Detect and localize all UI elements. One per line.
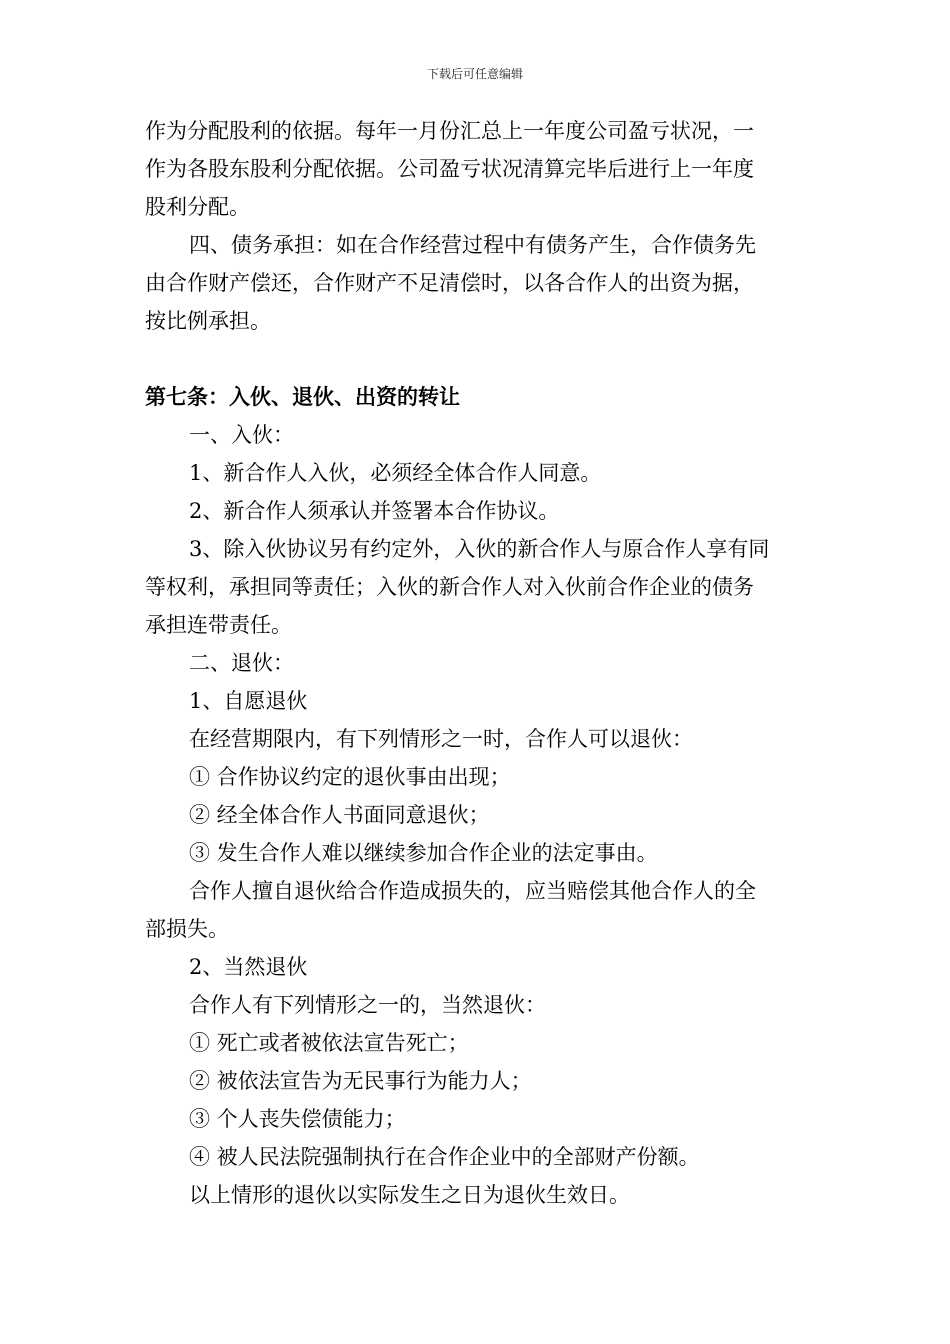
paragraph-line: 四、债务承担：如在合作经营过程中有债务产生，合作债务先 [189, 233, 756, 257]
list-item: 1、新合作人入伙，必须经全体合作人同意。 [189, 461, 602, 485]
paragraph-line: 股利分配。 [145, 195, 250, 219]
paragraph-line: 以上情形的退伙以实际发生之日为退伙生效日。 [189, 1183, 630, 1207]
list-item: ④ 被人民法院强制执行在合作企业中的全部财产份额。 [189, 1145, 700, 1169]
paragraph-line: 等权利，承担同等责任；入伙的新合作人对入伙前合作企业的债务 [145, 575, 754, 599]
list-item: ② 经全体合作人书面同意退伙； [189, 803, 490, 827]
subsection-heading: 2、当然退伙 [189, 955, 308, 979]
paragraph-line: 在经营期限内，有下列情形之一时，合作人可以退伙： [189, 727, 693, 751]
section-heading: 二、退伙： [189, 651, 294, 675]
section-heading: 一、入伙： [189, 423, 294, 447]
paragraph-line: 承担连带责任。 [145, 613, 292, 637]
paragraph-line: 由合作财产偿还，合作财产不足清偿时，以各合作人的出资为据， [145, 271, 754, 295]
article-heading: 第七条：入伙、退伙、出资的转让 [145, 384, 460, 409]
paragraph-line: 合作人有下列情形之一的，当然退伙： [189, 993, 546, 1017]
paragraph-line: 部损失。 [145, 917, 229, 941]
list-item: 2、新合作人须承认并签署本合作协议。 [189, 499, 560, 523]
paragraph-line: 按比例承担。 [145, 309, 271, 333]
paragraph-line: 作为分配股利的依据。每年一月份汇总上一年度公司盈亏状况，一 [145, 119, 754, 143]
list-item: ② 被依法宣告为无民事行为能力人； [189, 1069, 532, 1093]
list-item: 3、除入伙协议另有约定外，入伙的新合作人与原合作人享有同 [189, 537, 770, 561]
list-item: ③ 发生合作人难以继续参加合作企业的法定事由。 [189, 841, 658, 865]
list-item: ① 死亡或者被依法宣告死亡； [189, 1031, 469, 1055]
page-header: 下载后可任意编辑 [426, 67, 523, 81]
list-item: ① 合作协议约定的退伙事由出现； [189, 765, 511, 789]
paragraph-line: 合作人擅自退伙给合作造成损失的，应当赔偿其他合作人的全 [189, 879, 756, 903]
list-item: ③ 个人丧失偿债能力； [189, 1107, 406, 1131]
paragraph-line: 作为各股东股利分配依据。公司盈亏状况清算完毕后进行上一年度 [145, 157, 754, 181]
subsection-heading: 1、自愿退伙 [189, 689, 308, 713]
